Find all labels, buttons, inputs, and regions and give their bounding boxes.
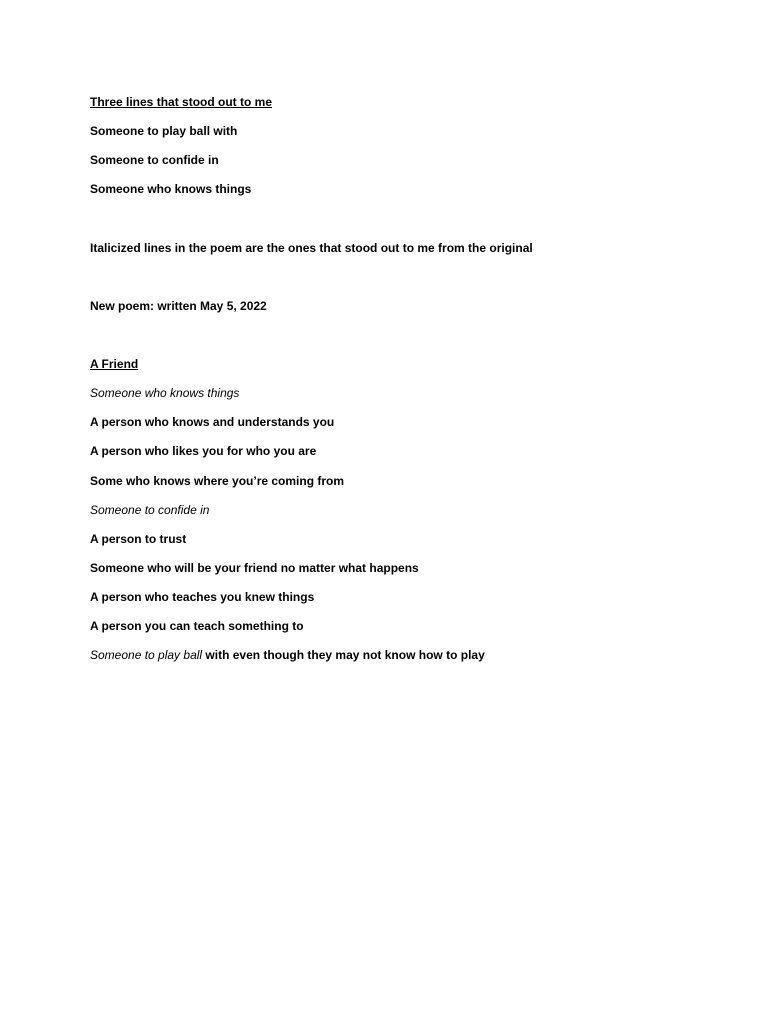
poem-line-1: Someone who knows things: [90, 386, 240, 400]
poem-line-10: [90, 648, 485, 662]
poem-line-5: Someone to confide in: [90, 503, 210, 517]
poem-line-10-italic: Someone to play ball: [90, 648, 203, 662]
poem-line-2: A person who knows and understands you: [90, 415, 335, 429]
standout-line-1: Someone to play ball with: [90, 124, 238, 138]
written-date-line: New poem: written May 5, 2022: [90, 299, 267, 313]
standout-line-2: Someone to confide in: [90, 153, 219, 167]
poem-line-9: A person you can teach something to: [90, 619, 304, 633]
poem-line-7: Someone who will be your friend no matter what happens: [90, 561, 419, 575]
poem-line-10-rest: with even though they may not know how to play: [202, 648, 485, 662]
poem-line-8: A person who teaches you knew things: [90, 590, 315, 604]
standout-line-3: Someone who knows things: [90, 182, 252, 196]
poem-line-3: A person who likes you for who you are: [90, 444, 317, 458]
poem-line-6: A person to trust: [90, 532, 187, 546]
section-heading: Three lines that stood out to me: [90, 95, 273, 109]
italic-note: Italicized lines in the poem are the ones that stood out to me from the original: [90, 241, 533, 255]
poem-line-4: Some who knows where you’re coming from: [90, 474, 345, 488]
poem-title: A Friend: [90, 357, 139, 371]
